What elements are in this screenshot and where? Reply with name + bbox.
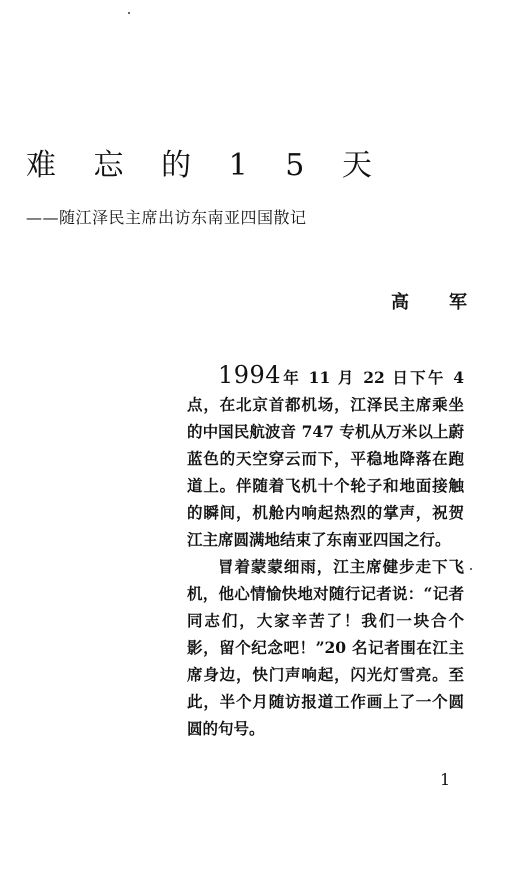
author-byline [391,288,467,314]
article-body [187,362,464,742]
page-number: 1 [440,770,451,789]
paragraph-1 [187,362,464,553]
scan-speck [128,12,130,14]
author-name-last: 军 [449,292,467,313]
paragraph-2-text: 冒着蒙蒙细雨，江主席健步走下飞机，他心情愉快地对随行记者说：“记者同志们，大家辛苦了！我们一块合个影，留个纪念吧！”20 名记者围在江主席身边，快门声响起，闪光灯雪亮。至此，半个月随访报道工作画上了一个圆圆的句号。 [187,557,464,738]
article-title: 难 忘 的 1 5 天 [26,148,386,183]
scan-speck [470,568,472,570]
paragraph-1-text: 年 11 月 22 日下午 4 点，在北京首都机场，江泽民主席乘坐的中国民航波音 747 专机从万米以上蔚蓝色的天空穿云而下，平稳地降落在跑道上。伴随着飞机十个轮子和地面接触的瞬间，机舱内响起热烈的掌声，祝贺江主席圆满地结束了东南亚四国之行。 [187,368,464,549]
paragraph-1-year: 1994 [218,361,282,389]
paragraph-2 [187,553,464,742]
article-subtitle: ——随江泽民主席出访东南亚四国散记 [26,208,307,227]
author-name-first: 高 [391,292,449,313]
